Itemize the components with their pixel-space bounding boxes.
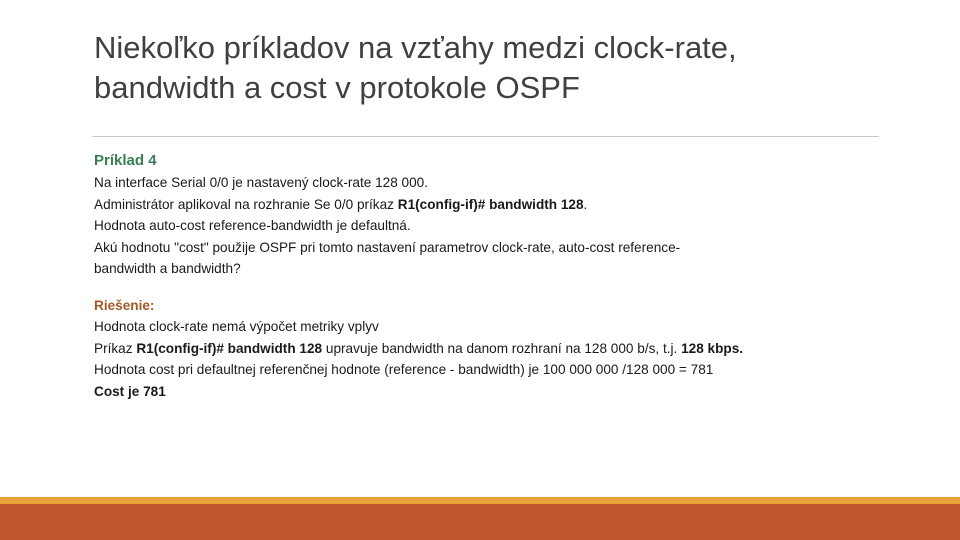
example-line-2-post: .	[583, 196, 588, 212]
footer-accent-bar	[0, 497, 960, 504]
example-line-4a: Akú hodnotu "cost" použije OSPF pri tomto nastavení parametrov clock-rate, auto-cost reference-	[94, 239, 681, 255]
slide-content	[94, 150, 894, 402]
solution-line-2-mid: upravuje bandwidth na danom rozhraní na 128 000 b/s, t.j.	[322, 340, 682, 356]
solution-line-2	[94, 338, 894, 360]
example-line-4b: bandwidth a bandwidth?	[94, 261, 241, 276]
solution-cost-result: Cost je 781	[94, 383, 166, 399]
solution-line-1: Hodnota clock-rate nemá výpočet metriky vplyv	[94, 319, 379, 334]
slide-title-line-1: Niekoľko príkladov na vzťahy medzi clock-rate,	[94, 30, 737, 65]
section-gap	[94, 280, 894, 295]
example-line-3: Hodnota auto-cost reference-bandwidth je defaultná.	[94, 218, 411, 233]
solution-line-2-command: R1(config-if)# bandwidth 128	[136, 340, 323, 356]
slide-title-line-2: bandwidth a cost v protokole OSPF	[94, 70, 580, 105]
example-line-2	[94, 194, 894, 216]
solution-heading: Riešenie:	[94, 297, 155, 313]
example-heading: Príklad 4	[94, 152, 157, 169]
example-line-1: Na interface Serial 0/0 je nastavený clock-rate 128 000.	[94, 175, 428, 190]
solution-line-4	[94, 381, 894, 403]
solution-line-3: Hodnota cost pri defaultnej referenčnej hodnote (reference - bandwidth) je 100 000 000 /128 000 = 781	[94, 362, 714, 377]
solution-line-2-kbps: 128 kbps.	[681, 340, 744, 356]
solution-line-2-pre: Príkaz	[94, 340, 137, 356]
slide-title	[94, 28, 894, 108]
footer-bar	[0, 504, 960, 540]
example-line-2-pre: Administrátor aplikoval na rozhranie Se 0/0 príkaz	[94, 196, 398, 212]
example-line-2-command: R1(config-if)# bandwidth 128	[397, 196, 584, 212]
title-divider	[92, 136, 879, 137]
